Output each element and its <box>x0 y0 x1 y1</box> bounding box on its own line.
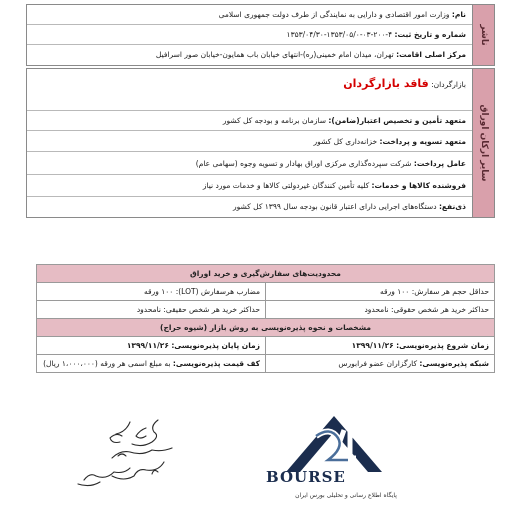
order-limits-header: محدودیت‌های سفارش‌گیری و خرید اوراق <box>37 265 495 283</box>
end-cell <box>37 337 266 355</box>
min-price-value: به مبلغ اسمی هر ورقه (۱،۰۰۰،۰۰۰ ریال) <box>43 359 171 368</box>
max-natural-cell: حداکثر خرید هر شخص حقیقی: نامحدود <box>37 301 266 319</box>
min-order-cell: حداقل حجم هر سفارش: ۱۰۰ ورقه <box>266 283 495 301</box>
bourse-caption: پایگاه اطلاع رسانی و تحلیلی بورس ایران <box>295 492 397 499</box>
publisher-hq-row <box>27 45 472 65</box>
publisher-name-value: وزارت امور اقتصادی و دارایی به نمایندگی از طرف دولت جمهوری اسلامی <box>218 10 450 19</box>
market-maker-row <box>27 69 472 111</box>
signature-icon <box>60 410 180 500</box>
guarantor-row <box>27 111 472 131</box>
max-legal-cell: حداکثر خرید هر شخص حقوقی: نامحدود <box>266 301 495 319</box>
bourse-mountain-icon <box>246 414 446 474</box>
guarantor-value: سازمان برنامه و بودجه کل کشور <box>222 116 327 125</box>
publisher-registration-label: شماره و تاریخ ثبت: <box>394 30 466 39</box>
sellers-row <box>27 175 472 197</box>
end-label: زمان پایان پذیره‌نویسی: <box>171 341 260 350</box>
start-cell <box>266 337 495 355</box>
other-elements-section <box>26 68 495 218</box>
publisher-registration-value: ۴-۲۰۰-۰۳-۱۳۵۳/۰۵/۰-۱۳۵۳/۰۴/۳۰ <box>286 30 393 39</box>
network-label: شبکه پذیره‌نویسی: <box>419 359 489 368</box>
beneficiary-row <box>27 197 472 217</box>
beneficiary-value: دستگاه‌های اجرایی دارای اعتبار قانون بودجه سال ۱۳۹۹ کل کشور <box>233 202 437 211</box>
min-price-cell <box>37 355 266 373</box>
settlement-value: خزانه‌داری کل کشور <box>313 137 378 146</box>
sellers-label: فروشنده کالاها و خدمات: <box>371 181 466 190</box>
settlement-label: متعهد تسویه و پرداخت: <box>379 137 466 146</box>
settlement-row <box>27 131 472 152</box>
subscription-header: مشخصات و نحوه پذیره‌نویسی به روش بازار (شیوه حراج) <box>37 319 495 337</box>
publisher-registration-row <box>27 25 472 45</box>
publisher-tab <box>472 5 494 65</box>
lot-cell: مضارب هرسفارش (LOT): ۱۰۰ ورقه <box>37 283 266 301</box>
publisher-section <box>26 4 495 66</box>
payment-agent-value: شرکت سپرده‌گذاری مرکزی اوراق بهادار و تسویه وجوه (سهامی عام) <box>195 159 412 168</box>
market-maker-label: بازارگردان: <box>431 80 466 89</box>
start-value: ۱۳۹۹/۱۱/۲۶ <box>351 341 394 350</box>
beneficiary-label: ذی‌نفع: <box>438 202 466 211</box>
handwritten-signature <box>60 410 180 500</box>
publisher-name-label: نام: <box>451 10 466 19</box>
publisher-hq-label: مرکز اصلی اقامت: <box>396 50 466 59</box>
sellers-value: کلیه تأمین کنندگان غیردولتی کالاها و خدمات مورد نیاز <box>202 181 370 190</box>
network-value: کارگزاران عضو فرابورس <box>338 359 418 368</box>
publisher-name-row <box>27 5 472 25</box>
publisher-tab-label: ناشر <box>478 24 489 46</box>
publisher-hq-value: تهران، میدان امام خمینی(ره)-انتهای خیابان باب همایون-خیابان صور اسرافیل <box>155 50 394 59</box>
guarantor-label: متعهد تأمین و تخصیص اعتبار(ضامن): <box>328 116 466 125</box>
elements-tab <box>472 69 494 217</box>
elements-tab-label: سایر ارکان اوراق <box>478 104 489 182</box>
payment-agent-label: عامل پرداخت: <box>413 159 466 168</box>
end-value: ۱۳۹۹/۱۱/۲۶ <box>126 341 169 350</box>
bourse-wordmark: BOURSE <box>266 468 346 486</box>
network-cell <box>266 355 495 373</box>
min-price-label: کف قیمت پذیره‌نویسی: <box>172 359 260 368</box>
bourse-logo <box>246 414 446 514</box>
order-limits-table <box>36 264 495 373</box>
payment-agent-row <box>27 152 472 175</box>
start-label: زمان شروع پذیره‌نویسی: <box>396 341 489 350</box>
market-maker-value: فاقد بازارگردان <box>343 77 429 90</box>
